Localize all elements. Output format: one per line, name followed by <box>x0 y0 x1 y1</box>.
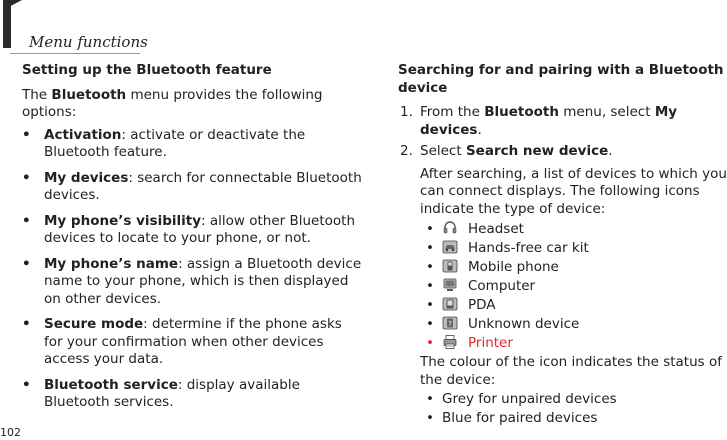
steps-list <box>398 104 727 427</box>
step-number: 1. <box>400 104 413 120</box>
step-text: . <box>608 143 613 159</box>
step-text: From the <box>420 104 485 120</box>
header-rule <box>10 53 140 54</box>
option-item-secure-mode <box>22 316 362 369</box>
option-desc: : activate or deactivate the Bluetooth feature. <box>44 126 306 160</box>
status-item-paired: • Blue for paired devices <box>420 410 727 428</box>
device-type-pda <box>420 296 727 315</box>
device-type-label: Hands-free car kit <box>468 240 589 256</box>
pda-icon <box>442 296 458 312</box>
right-column <box>398 62 727 431</box>
option-desc: : display available Bluetooth services. <box>44 376 300 410</box>
intro-text-end: menu provides the following options: <box>22 86 323 120</box>
step-2-description: After searching, a list of devices to which you can connect displays. The following icons indicate the type of device: <box>420 165 727 217</box>
option-desc: : search for connectable Bluetooth devices. <box>44 169 362 203</box>
svg-text:?: • ? <box>448 320 452 328</box>
left-column <box>22 62 362 420</box>
device-type-unknown <box>420 315 727 334</box>
headset-icon <box>442 220 458 236</box>
step-bold: Bluetooth <box>484 104 559 120</box>
device-type-label: Unknown device <box>468 316 580 332</box>
option-item-phone-name <box>22 256 362 309</box>
step-bold: My devices <box>420 104 678 138</box>
option-term: Secure mode <box>44 316 144 332</box>
step-text: menu, select <box>558 104 655 120</box>
option-term: Activation <box>44 126 122 143</box>
device-type-printer <box>420 334 727 353</box>
option-term: My devices <box>44 169 129 186</box>
section-heading-setup: Setting up the Bluetooth feature <box>22 62 272 78</box>
status-description: The colour of the icon indicates the status of the device: <box>420 354 722 388</box>
device-type-label: Computer <box>468 278 536 294</box>
section-heading-pairing: Searching for and pairing with a Bluetooth device <box>398 62 724 96</box>
header-bar-decoration <box>0 0 22 50</box>
option-item-activation <box>22 127 362 162</box>
computer-icon <box>442 277 458 293</box>
option-desc: : allow other Bluetooth devices to locate to your phone, or not. <box>44 212 356 246</box>
device-type-label: Printer <box>468 335 513 351</box>
step-2 <box>398 143 727 427</box>
step-text: . <box>477 121 482 138</box>
device-type-label: Mobile phone <box>468 259 559 275</box>
option-item-my-devices <box>22 170 362 205</box>
option-term: Bluetooth service <box>44 376 178 393</box>
page-number: 102 <box>0 426 21 439</box>
printer-icon <box>442 334 458 350</box>
step-1 <box>398 104 727 139</box>
option-desc: : determine if the phone asks for your confirmation when other devices access your data. <box>44 316 342 367</box>
device-type-mobile-phone <box>420 258 727 277</box>
option-desc: : assign a Bluetooth device name to your phone, which is then displayed on other devices. <box>44 255 362 307</box>
options-list <box>22 127 362 412</box>
mobile-phone-icon <box>442 258 458 274</box>
device-type-hands-free <box>420 239 727 258</box>
device-type-computer <box>420 277 727 296</box>
intro-paragraph <box>22 87 362 122</box>
option-term: My phone’s visibility <box>44 212 202 229</box>
device-type-headset <box>420 220 727 239</box>
intro-text: The <box>22 86 52 103</box>
device-type-label: Headset <box>468 221 524 237</box>
running-head: Menu functions <box>29 33 148 51</box>
option-item-bluetooth-service <box>22 377 362 412</box>
status-list <box>420 391 727 427</box>
unknown-device-icon <box>442 315 458 331</box>
step-number: 2. <box>400 143 413 159</box>
option-term: My phone’s name <box>44 255 179 272</box>
hands-free-car-kit-icon <box>442 239 458 255</box>
option-item-visibility <box>22 213 362 248</box>
status-item-unpaired: • Grey for unpaired devices <box>420 391 727 409</box>
device-type-list <box>420 220 727 353</box>
device-type-label: PDA <box>468 297 496 313</box>
step-text: Select <box>420 143 466 159</box>
step-bold: Search new device <box>465 143 609 159</box>
intro-bold-term: Bluetooth <box>51 86 127 103</box>
